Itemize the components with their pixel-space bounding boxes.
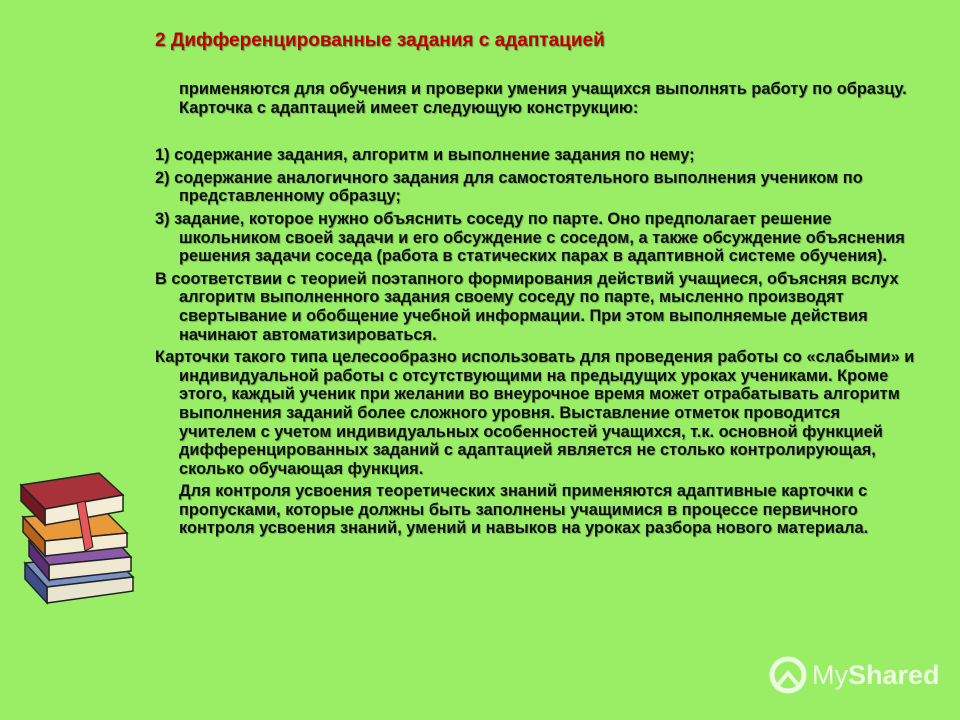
myshared-logo-icon bbox=[768, 655, 808, 695]
books-icon bbox=[15, 455, 140, 615]
theory-paragraph: В соответствии с теорией поэтапного формирования действий учащиеся, объясняя вслух алгоритм выполненного задания своему соседу по парте, мысленно производят свертывание и обобщение учебной информации. При этом выполняемые действия начинают автоматизироваться. bbox=[155, 269, 899, 344]
list-item-3: 3) задание, которое нужно объяснить соседу по парте. Оно предполагает решение школьником своей задачи и его обсуждение с соседом, а также обсуждение объяснения решения задачи соседа (работа в статических парах в адаптивной системе обучения). bbox=[155, 209, 905, 266]
slide-title: 2 Дифференцированные задания с адаптацией bbox=[155, 30, 605, 51]
watermark-brand-shared: Shared bbox=[848, 659, 940, 690]
list-item-1: 1) содержание задания, алгоритм и выполнение задания по нему; bbox=[155, 146, 695, 165]
mysharedwatermark bbox=[768, 655, 940, 695]
list-item-2: 2) содержание аналогичного задания для самостоятельного выполнения учеником по представленному образцу; bbox=[155, 168, 863, 206]
watermark-brand-my: My bbox=[812, 659, 848, 690]
control-paragraph: Для контроля усвоения теоретических знаний применяются адаптивные карточки с пропусками, которые должны быть заполнены учащимися в процессе первичного контроля усвоения знаний, умений и навыков на уроках разбора нового материала. bbox=[179, 482, 869, 538]
intro-paragraph: применяются для обучения и проверки умения учащихся выполнять работу по образцу. Карточка с адаптацией имеет следующую конструкцию: bbox=[179, 80, 907, 117]
cards-paragraph: Карточки такого типа целесообразно использовать для проведения работы со «слабыми» и индивидуальной работы с отсутствующими на предыдущих уроках учениками. Кроме этого, каждый ученик при желании во внеурочное время может отрабатывать алгоритм выполнения заданий более сложного уровня. Выставление отметок проводится учителем с учетом индивидуальных особенностей учащихся, т.к. основной функцией дифференцированных заданий с адаптацией является не столько контролирующая, сколько обучающая функция. bbox=[155, 348, 915, 478]
slide-body bbox=[155, 80, 915, 538]
